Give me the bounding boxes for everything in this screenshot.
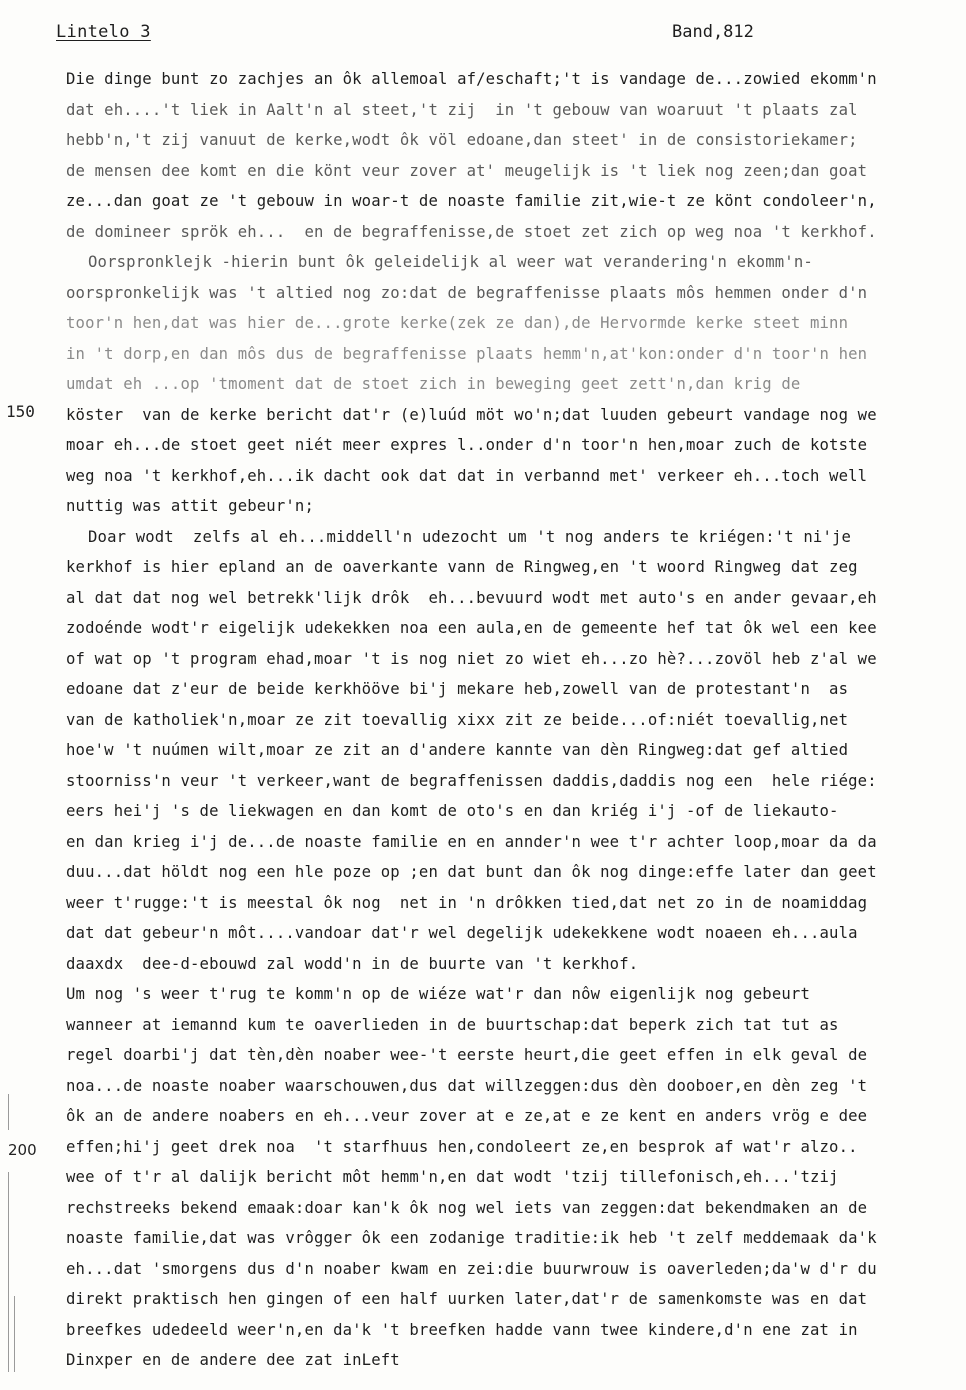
line-number-marker: 200 — [8, 1141, 37, 1159]
margin-rule — [14, 1296, 15, 1372]
transcript-line: wee of t'r al dalijk bericht môt hemm'n,en dat wodt 'tzij tillefonisch,eh...'tzij — [66, 1168, 839, 1186]
transcript-line: en dan krieg i'j de...de noaste familie en en annder'n wee t'r achter loop,moar da da — [66, 832, 877, 851]
transcript-line: in 't dorp,en dan môs dus de begraffenisse plaats hemm'n,at'kon:onder d'n toor'n hen — [66, 344, 868, 363]
transcript-line: edoane dat z'eur de beide kerkhööve bi'j mekare heb,zowell van de protestant'n as — [66, 680, 849, 698]
transcript-line: Die dinge bunt zo zachjes an ôk allemoal af/eschaft;'t is vandage de...zowied ekomm'n — [66, 70, 877, 88]
tape-reference: Band,812 — [672, 22, 754, 42]
transcript-line: köster van de kerke bericht dat'r (e)luúd möt wo'n;dat luuden gebeurt vandage nog we — [66, 405, 877, 424]
transcript-line: duu...dat höldt nog een hle poze op ;en dat bunt dan ôk nog dinge:effe later dan geet — [66, 863, 877, 881]
margin-rule — [8, 1172, 9, 1372]
transcript-line: moar eh...de stoet geet niét meer expres l..onder d'n toor'n hen,moar zuch de kotste — [66, 436, 868, 454]
transcript-line: ze...dan goat ze 't gebouw in woar-t de noaste familie zit,wie-t ze könt condoleer'n, — [66, 192, 877, 210]
page-title: Lintelo 3 — [56, 22, 151, 42]
transcript-line: oorspronkelijk was 't altied nog zo:dat de begraffenisse plaats môs hemmen onder d'n — [66, 283, 868, 302]
transcript-line: eh...dat 'smorgens dus d'n noaber kwam en zei:die buurwrouw is oaverleden;da'w d'r du — [66, 1259, 877, 1278]
transcript-line: hoe'w 't nuúmen wilt,moar ze zit an d'andere kannte van dèn Ringweg:dat gef altied — [66, 741, 849, 759]
transcript-line: wanneer at iemannd kum te oaverlieden in de buurtschap:dat beperk zich tat tut as — [66, 1015, 839, 1034]
transcript-line: noa...de noaste noaber waarschouwen,dus dat willzeggen:dus dèn dooboer,en dèn zeg 't — [66, 1076, 868, 1095]
transcript-line: stoorniss'n veur 't verkeer,want de begraffenissen daddis,daddis nog een hele riége: — [66, 771, 877, 790]
transcript-line: de domineer sprök eh... en de begraffenisse,de stoet zet zich op weg noa 't kerkhof. — [66, 222, 877, 241]
margin-rule — [8, 1094, 9, 1130]
transcript-line: dat eh....'t liek in Aalt'n al steet,'t zij in 't gebouw van woaruut 't plaats zal — [66, 100, 858, 119]
transcript-line: Doar wodt zelfs al eh...middell'n udezocht um 't nog anders te kriégen:'t ni'je — [88, 527, 852, 546]
transcript-line: Dinxper en de andere dee zat inLeft — [66, 1351, 400, 1369]
transcript-line: weg noa 't kerkhof,eh...ik dacht ook dat dat in verbannd met' verkeer eh...toch well — [66, 466, 868, 485]
transcript-line: zodoénde wodt'r eigelijk udekekken noa een aula,en de gemeente hef tat ôk wel een kee — [66, 619, 877, 637]
transcript-line: Oorspronklejk -hierin bunt ôk geleidelijk al weer wat verandering'n ekomm'n- — [88, 253, 813, 271]
transcript-line: noaste familie,dat was vrôgger ôk een zodanige traditie:ik heb 't zelf meddemaak da'k — [66, 1229, 877, 1247]
transcript-line: rechstreeks bekend emaak:doar kan'k ôk nog wel iets van zeggen:dat bekendmaken an de — [66, 1198, 868, 1217]
transcript-line: Um nog 's weer t'rug te komm'n op de wiéze wat'r dan nôw eigenlijk nog gebeurt — [66, 985, 810, 1003]
transcript-line: nuttig was attit gebeur'n; — [66, 497, 314, 515]
transcript-body — [66, 64, 966, 1376]
transcript-line: direkt praktisch hen gingen of een half uurken later,dat'r de samenkomste was en dat — [66, 1290, 868, 1308]
transcript-line: breefkes udedeeld weer'n,en da'k 't breefken hadde vann twee kindere,d'n ene zat in — [66, 1320, 858, 1339]
transcript-line: al dat dat nog wel betrekk'lijk drôk eh...bevuurd wodt met auto's en ander gevaar,eh — [66, 588, 877, 607]
transcript-line: eers hei'j 's de liekwagen en dan komt de oto's en dan kriég i'j -of de liekauto- — [66, 802, 839, 820]
line-number-marker: 150 — [6, 402, 35, 421]
transcript-line: hebb'n,'t zij vanuut de kerke,wodt ôk völ edoane,dan steet' in de consistoriekamer; — [66, 131, 858, 149]
transcript-line: effen;hi'j geet drek noa 't starfhuus hen,condoleert ze,en besprok af wat'r alzo.. — [66, 1137, 858, 1156]
transcript-line: of wat op 't program ehad,moar 't is nog niet zo wiet eh...zo hè?...zovöl heb z'al we — [66, 649, 877, 668]
transcript-line: daaxdx dee-d-ebouwd zal wodd'n in de buurte van 't kerkhof. — [66, 954, 639, 973]
transcript-line: de mensen dee komt en die könt veur zover at' meugelijk is 't liek nog zeen;dan goat — [66, 161, 868, 180]
transcript-line: umdat eh ...op 'tmoment dat de stoet zich in beweging geet zett'n,dan krig de — [66, 375, 801, 393]
transcript-line: toor'n hen,dat was hier de...grote kerke(zek ze dan),de Hervormde kerke steet minn — [66, 314, 849, 332]
transcript-line: kerkhof is hier epland an de oaverkante vann de Ringweg,en 't woord Ringweg dat zeg — [66, 558, 858, 576]
transcript-line: regel doarbi'j dat tèn,dèn noaber wee-'t eerste heurt,die geet effen in elk geval de — [66, 1046, 868, 1064]
transcript-line: dat dat gebeur'n môt....vandoar dat'r wel degelijk udekekkene wodt noaeen eh...aula — [66, 924, 858, 942]
transcript-line: ôk an de andere noabers en eh...veur zover at e ze,at e ze kent en anders vrög e dee — [66, 1107, 868, 1125]
transcript-line: van de katholiek'n,moar ze zit toevallig xixx zit ze beide...of:niét toevallig,net — [66, 710, 849, 729]
transcript-line: weer t'rugge:'t is meestal ôk nog net in 'n drôkken tied,dat net zo in de noamiddag — [66, 893, 868, 912]
